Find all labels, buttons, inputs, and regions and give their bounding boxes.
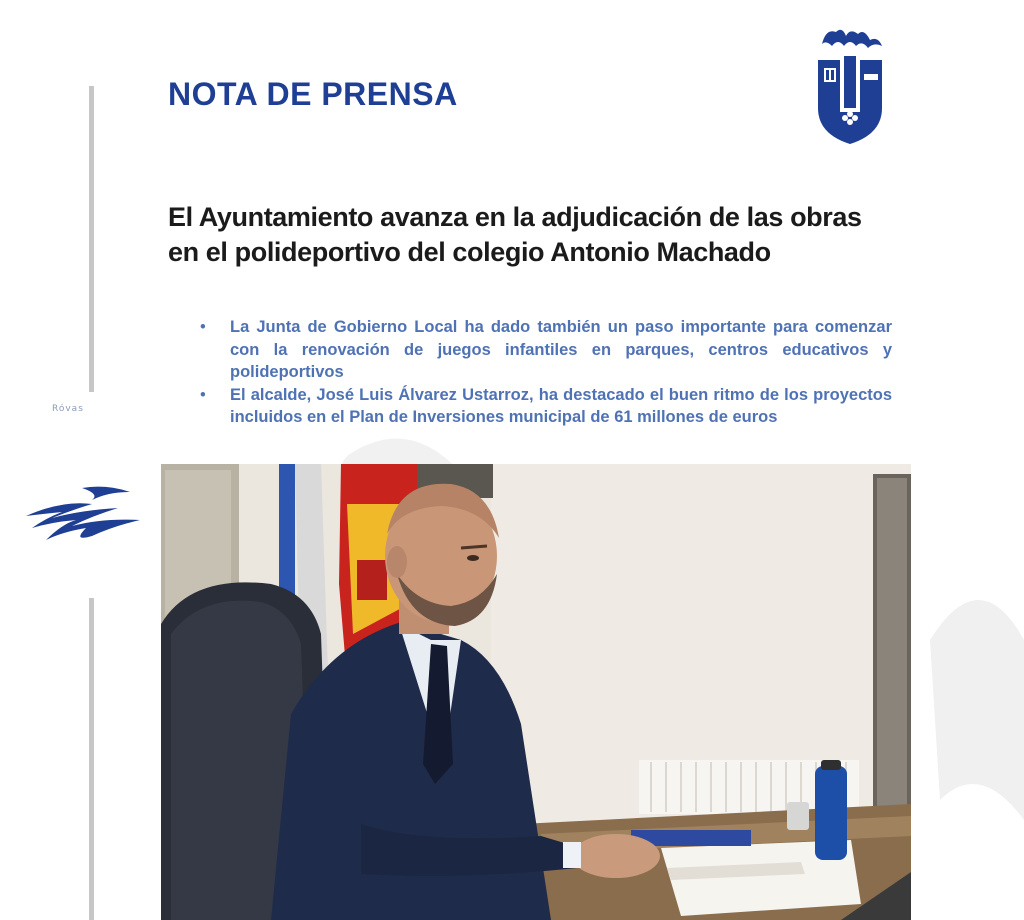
- summary-bullets: [200, 316, 892, 429]
- left-divider-top: [89, 86, 94, 392]
- mayor-at-desk-photo: [161, 464, 911, 920]
- bullet-item: [200, 384, 892, 429]
- bullet-dot-icon: •: [200, 318, 206, 336]
- press-release-title: NOTA DE PRENSA: [168, 76, 458, 112]
- bullet-text: La Junta de Gobierno Local ha dado también un paso importante para comenzar con la renovación de juegos infantiles en parques, centros educativos y polideportivos: [230, 318, 892, 381]
- headline-line-1: El Ayuntamiento avanza en la adjudicación de las obras: [168, 202, 862, 232]
- headline: [168, 200, 908, 270]
- bullet-item: [200, 316, 892, 384]
- bullet-dot-icon: •: [200, 385, 206, 404]
- bullet-text: El alcalde, José Luis Álvarez Ustarroz, ha destacado el buen ritmo de los proyectos incluidos en el Plan de Inversiones municipal de 61 millones de euros: [230, 385, 892, 426]
- side-caption: Róvas: [52, 404, 84, 414]
- coat-of-arms-icon: [812, 22, 888, 146]
- wave-logo-icon: [22, 480, 144, 550]
- headline-line-2: en el polideportivo del colegio Antonio Machado: [168, 237, 771, 267]
- left-divider-bottom: [89, 598, 94, 920]
